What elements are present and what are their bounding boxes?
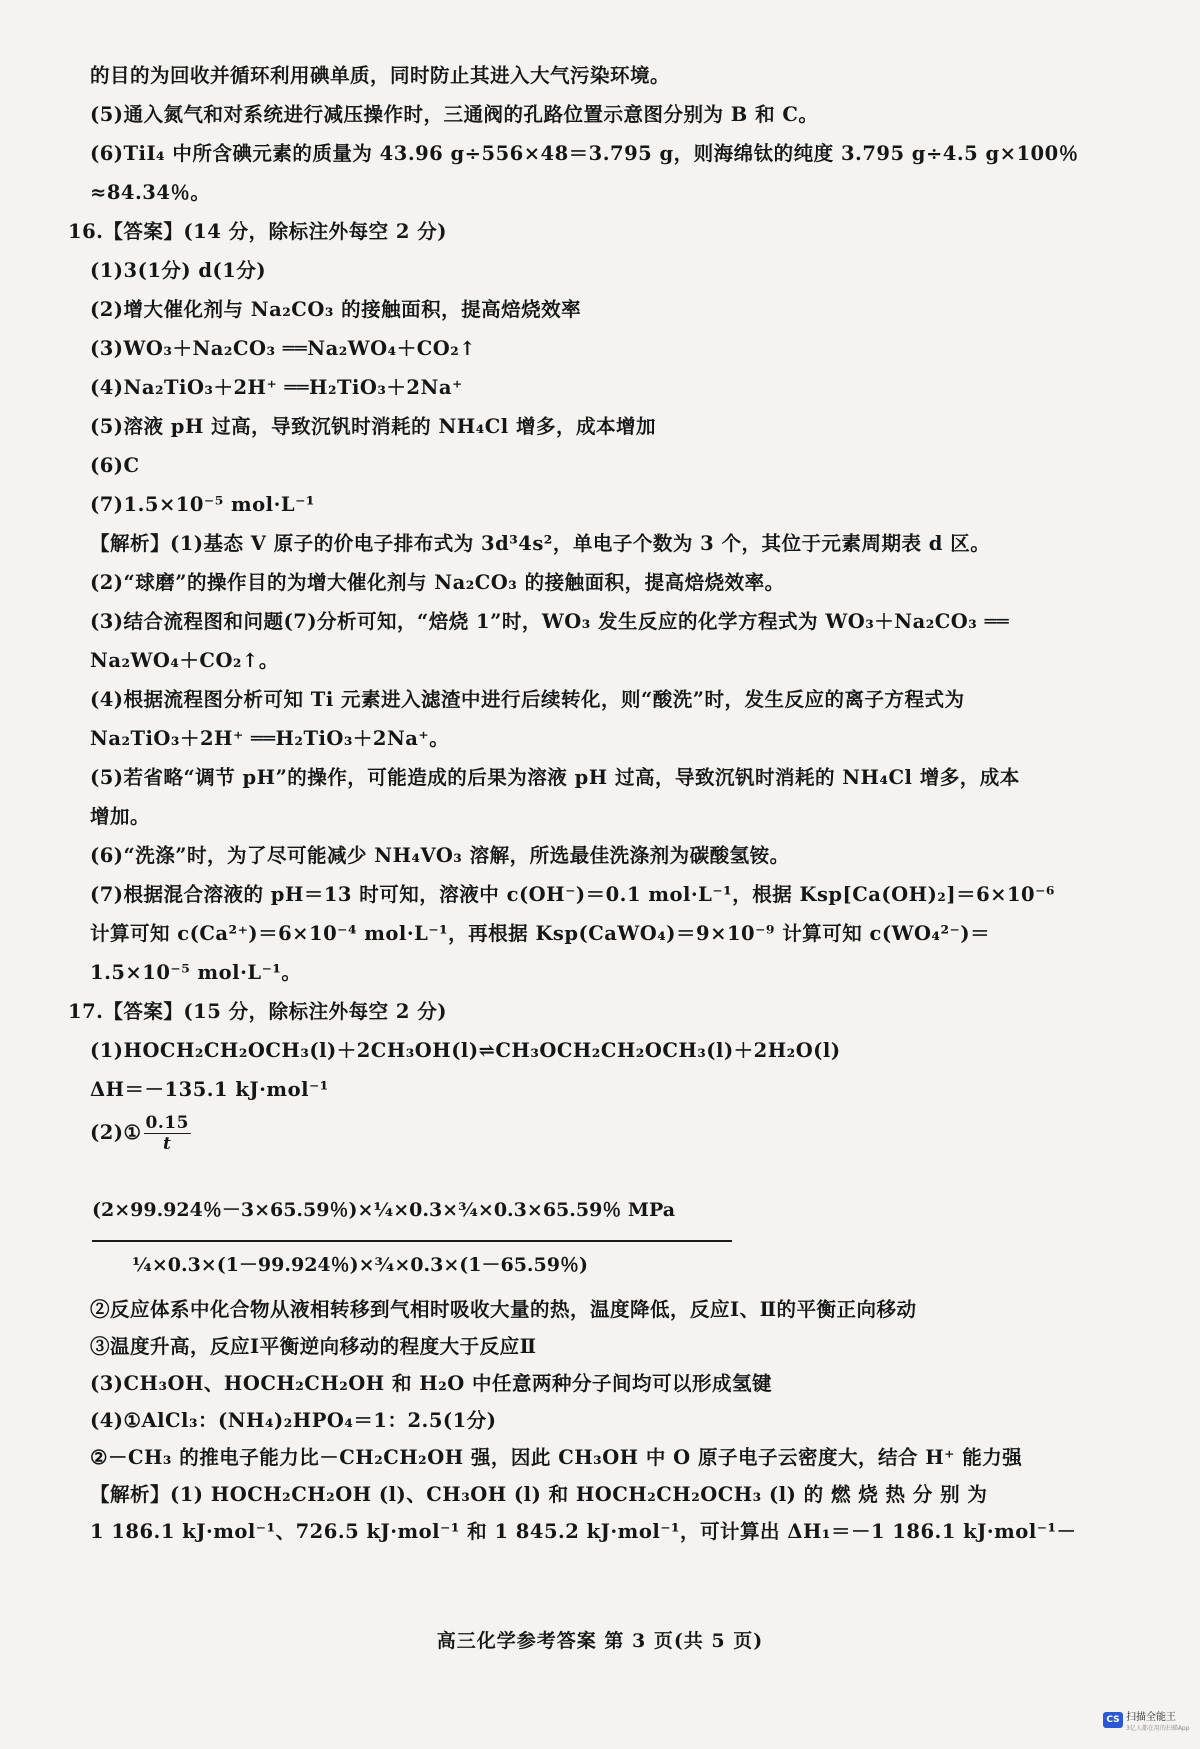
analysis-line: (4)根据流程图分析可知 Ti 元素进入滤渣中进行后续转化，则“酸洗”时，发生反应的离子方程式为 [90, 688, 965, 711]
q2-fraction-numerator: 0.15 [145, 1113, 189, 1133]
answer-line: (4)①AlCl₃：(NH₄)₂HPO₄＝1：2.5(1分) [90, 1409, 497, 1432]
answer-line: ②反应体系中化合物从液相转移到气相时吸收大量的热，温度降低，反应Ⅰ、Ⅱ的平衡正向移动 [90, 1298, 917, 1321]
analysis-line: 1.5×10⁻⁵ mol·L⁻¹。 [90, 961, 302, 984]
analysis-line: (5)若省略“调节 pH”的操作，可能造成的后果为溶液 pH 过高，导致沉钒时消耗的 NH₄Cl 增多，成本 [90, 766, 1020, 789]
analysis-line: 【解析】(1)基态 V 原子的价电子排布式为 3d³4s²，单电子个数为 3 个，其位于元素周期表 d 区。 [90, 532, 991, 555]
answer-line: ②－CH₃ 的推电子能力比－CH₂CH₂OH 强，因此 CH₃OH 中 O 原子电子云密度大，结合 H⁺ 能力强 [90, 1446, 1023, 1469]
watermark-text: 扫描全能王 [1126, 1712, 1176, 1723]
kp-fraction-bar [92, 1240, 732, 1242]
answer-line: (1)HOCH₂CH₂OCH₃(l)＋2CH₃OH(l)⇌CH₃OCH₂CH₂OCH₃(l)＋2H₂O(l) [90, 1039, 841, 1062]
watermark-subtext: 3亿人都在用的扫描App [1126, 1725, 1190, 1732]
answer-line: (6)C [90, 454, 140, 477]
text-line: (5)通入氮气和对系统进行减压操作时，三通阀的孔路位置示意图分别为 B 和 C。 [90, 103, 819, 126]
q2-fraction [144, 1113, 191, 1154]
analysis-line: (6)“洗涤”时，为了尽可能减少 NH₄VO₃ 溶解，所选最佳洗涤剂为碳酸氢铵。 [90, 844, 790, 867]
analysis-line: (2)“球磨”的操作目的为增大催化剂与 Na₂CO₃ 的接触面积，提高焙烧效率。 [90, 571, 785, 594]
analysis-line: Na₂TiO₃＋2H⁺ ══H₂TiO₃＋2Na⁺。 [90, 727, 450, 750]
text-line: ≈84.34％。 [90, 181, 211, 204]
q2-prefix: (2)① [90, 1121, 142, 1144]
q2-answer [90, 1113, 1100, 1154]
answer-line: ③温度升高，反应Ⅰ平衡逆向移动的程度大于反应Ⅱ [90, 1335, 537, 1358]
analysis-line: 【解析】(1) HOCH₂CH₂OH (l)、CH₃OH (l) 和 HOCH₂CH₂OCH₃ (l) 的 燃 烧 热 分 别 为 [90, 1483, 988, 1506]
answer-line: (3)WO₃＋Na₂CO₃ ══Na₂WO₄＋CO₂↑ [90, 337, 477, 360]
answer-line: ΔH＝－135.1 kJ·mol⁻¹ [90, 1078, 329, 1101]
watermark-text-group [1126, 1708, 1190, 1732]
answer-line: (4)Na₂TiO₃＋2H⁺ ══H₂TiO₃＋2Na⁺ [90, 376, 463, 399]
kp-fraction-denominator: ¼×0.3×(1－99.924％)×¾×0.3×(1－65.59％) [132, 1254, 588, 1276]
scanner-watermark [1103, 1707, 1190, 1733]
analysis-line: (3)结合流程图和问题(7)分析可知，“焙烧 1”时，WO₃ 发生反应的化学方程式为 WO₃＋Na₂CO₃ ══ [90, 610, 1010, 633]
answer-line: (1)3(1分) d(1分) [90, 259, 267, 282]
q2-fraction-denominator: t [163, 1134, 172, 1154]
kp-fraction-numerator: (2×99.924％－3×65.59％)×¼×0.3×¾×0.3×65.59％ MPa [92, 1199, 676, 1221]
analysis-line: 计算可知 c(Ca²⁺)＝6×10⁻⁴ mol·L⁻¹，再根据 Ksp(CaWO₄)＝9×10⁻⁹ 计算可知 c(WO₄²⁻)＝ [90, 922, 991, 945]
answer-line: (5)溶液 pH 过高，导致沉钒时消耗的 NH₄Cl 增多，成本增加 [90, 415, 656, 438]
camscanner-logo-icon: CS [1103, 1712, 1123, 1728]
document-body-continued [90, 1291, 1100, 1550]
page-footer: 高三化学参考答案 第 3 页(共 5 页) [436, 1630, 764, 1652]
text-line: (6)TiI₄ 中所含碘元素的质量为 43.96 g÷556×48＝3.795 g，则海绵钛的纯度 3.795 g÷4.5 g×100％ [90, 142, 1079, 165]
analysis-line: 增加。 [90, 805, 151, 828]
analysis-line: (7)根据混合溶液的 pH＝13 时可知，溶液中 c(OH⁻)＝0.1 mol·L⁻¹，根据 Ksp[Ca(OH)₂]＝6×10⁻⁶ [90, 883, 1055, 906]
document-body [68, 56, 1100, 1154]
text-line: 的目的为回收并循环利用碘单质，同时防止其进入大气污染环境。 [90, 64, 671, 87]
answer-line: (3)CH₃OH、HOCH₂CH₂OH 和 H₂O 中任意两种分子间均可以形成氢键 [90, 1372, 773, 1395]
answer-line: (7)1.5×10⁻⁵ mol·L⁻¹ [90, 493, 315, 516]
analysis-line: 1 186.1 kJ·mol⁻¹、726.5 kJ·mol⁻¹ 和 1 845.2 kJ·mol⁻¹，可计算出 ΔH₁＝－1 186.1 kJ·mol⁻¹－ [90, 1520, 1077, 1543]
section-heading-16: 16.【答案】(14 分，除标注外每空 2 分) [68, 220, 447, 243]
answer-line: (2)增大催化剂与 Na₂CO₃ 的接触面积，提高焙烧效率 [90, 298, 582, 321]
section-heading-17: 17.【答案】(15 分，除标注外每空 2 分) [68, 1000, 447, 1023]
analysis-line: Na₂WO₄＋CO₂↑。 [90, 649, 279, 672]
